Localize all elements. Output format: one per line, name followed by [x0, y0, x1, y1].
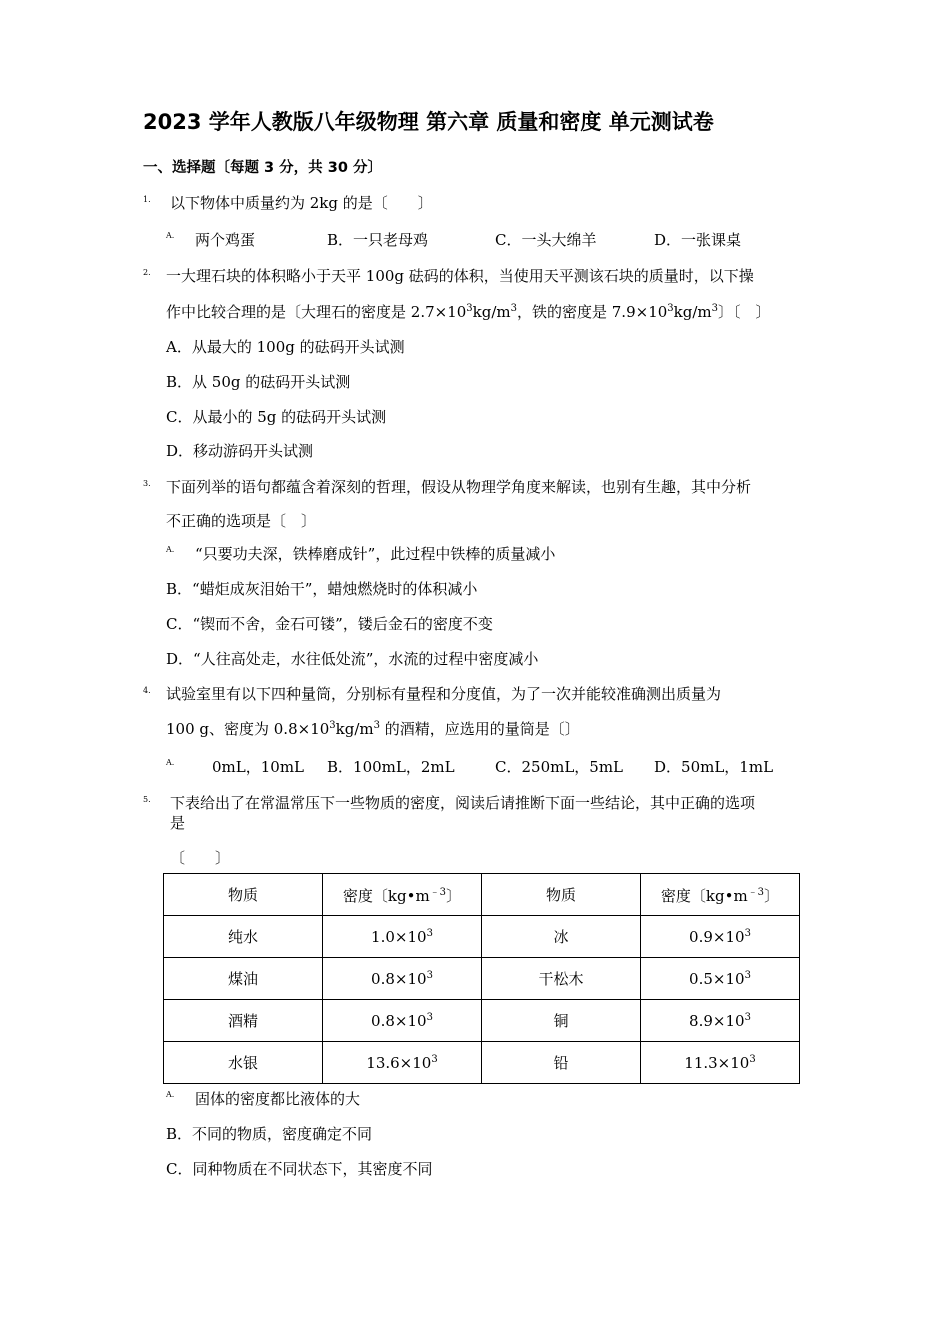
question-stem: 一大理石块的体积略小于天平 100g 砝码的体积，当使用天平测该石块的质量时，以下操	[166, 267, 754, 285]
table-cell: 纯水	[164, 916, 323, 958]
section-heading: 一、选择题〔每题 3 分，共 30 分〕	[143, 160, 382, 176]
option-a: A．从最大的 100g 的砝码开头试测	[166, 338, 405, 356]
option-label: A.	[166, 1090, 175, 1099]
table-cell: 冰	[482, 916, 641, 958]
table-cell: 煤油	[164, 958, 323, 1000]
table-cell: $0.8\times 10^3$	[323, 1000, 482, 1042]
option-d: D．50mL，1mL	[654, 758, 774, 776]
option-a: “只要功夫深，铁棒磨成针”，此过程中铁棒的质量减小	[195, 545, 556, 563]
option-b: B．从 50g 的砝码开头试测	[166, 373, 351, 391]
option-label: A.	[166, 758, 175, 767]
table-row	[164, 916, 800, 958]
table-header: 密度〔$kg•m^{﹣3}$〕	[323, 874, 482, 916]
option-label: A.	[166, 545, 175, 554]
table-cell: 酒精	[164, 1000, 323, 1042]
option-c: C．250mL，5mL	[495, 758, 624, 776]
table-cell: 干松木	[482, 958, 641, 1000]
option-c: C．从最小的 5g 的砝码开头试测	[166, 408, 387, 426]
option-label: A.	[166, 231, 175, 240]
option-c: C．一头大绵羊	[495, 231, 597, 249]
option-b: B．100mL，2mL	[327, 758, 455, 776]
question-number: 5.	[143, 795, 151, 804]
table-header-row	[164, 874, 800, 916]
option-d: D．移动游码开头试测	[166, 442, 314, 460]
table-cell: $13.6\times 10^3$	[323, 1042, 482, 1084]
question-stem-line2: 作中比较合理的是〔大理石的密度是 $2.7\times 10^3kg/m^3$，铁的密度是 $7.9\times 10^3kg/m^3$〕〔 〕	[166, 303, 771, 321]
question-stem-bracket: 〔 〕	[170, 849, 231, 867]
table-header: 物质	[164, 874, 323, 916]
page-title: 2023 学年人教版八年级物理 第六章 质量和密度 单元测试卷	[143, 110, 714, 134]
table-header: 密度〔$kg•m^{﹣3}$〕	[641, 874, 800, 916]
question-number: 3.	[143, 479, 151, 488]
table-cell: $8.9\times 10^3$	[641, 1000, 800, 1042]
table-cell: $0.9\times 10^3$	[641, 916, 800, 958]
option-a: 0mL，10mL	[212, 758, 304, 776]
table-cell: $1.0\times 10^3$	[323, 916, 482, 958]
question-stem: 下面列举的语句都蕴含着深刻的哲理，假设从物理学角度来解读，也别有生趣，其中分析	[166, 478, 752, 496]
option-d: D．一张课桌	[654, 231, 742, 249]
question-stem: 试验室里有以下四种量筒，分别标有量程和分度值，为了一次并能较准确测出质量为	[166, 685, 722, 703]
option-d: D．“人往高处走，水往低处流”，水流的过程中密度减小	[166, 650, 539, 668]
table-cell: 水银	[164, 1042, 323, 1084]
question-stem-line2: 100 g、密度为 $0.8\times 10^3kg/m^3$ 的酒精，应选用的量筒是〔〕	[166, 720, 580, 738]
table-cell: $0.5\times 10^3$	[641, 958, 800, 1000]
question-number: 1.	[143, 195, 151, 204]
question-number: 4.	[143, 686, 151, 695]
option-c: C．同种物质在不同状态下，其密度不同	[166, 1160, 433, 1178]
option-c: C．“锲而不舍，金石可镂”，镂后金石的密度不变	[166, 615, 493, 633]
table-cell: $0.8\times 10^3$	[323, 958, 482, 1000]
question-number: 2.	[143, 268, 151, 277]
option-a: 两个鸡蛋	[195, 231, 256, 249]
table-row	[164, 1000, 800, 1042]
table-cell: 铅	[482, 1042, 641, 1084]
option-a: 固体的密度都比液体的大	[195, 1090, 361, 1108]
option-b: B．不同的物质，密度确定不同	[166, 1125, 373, 1143]
table-cell: 铜	[482, 1000, 641, 1042]
question-stem: 下表给出了在常温常压下一些物质的密度，阅读后请推断下面一些结论，其中正确的选项	[170, 794, 756, 812]
table-cell: $11.3\times 10^3$	[641, 1042, 800, 1084]
question-stem-line2: 是	[170, 814, 186, 832]
table-header: 物质	[482, 874, 641, 916]
question-stem-line2: 不正确的选项是〔 〕	[166, 512, 317, 530]
density-table	[163, 873, 800, 1084]
table-row	[164, 1042, 800, 1084]
option-b: B．“蜡炬成灰泪始干”，蜡烛燃烧时的体积减小	[166, 580, 478, 598]
table-row	[164, 958, 800, 1000]
question-stem: 以下物体中质量约为 2kg 的是〔 〕	[170, 194, 433, 212]
option-b: B．一只老母鸡	[327, 231, 429, 249]
